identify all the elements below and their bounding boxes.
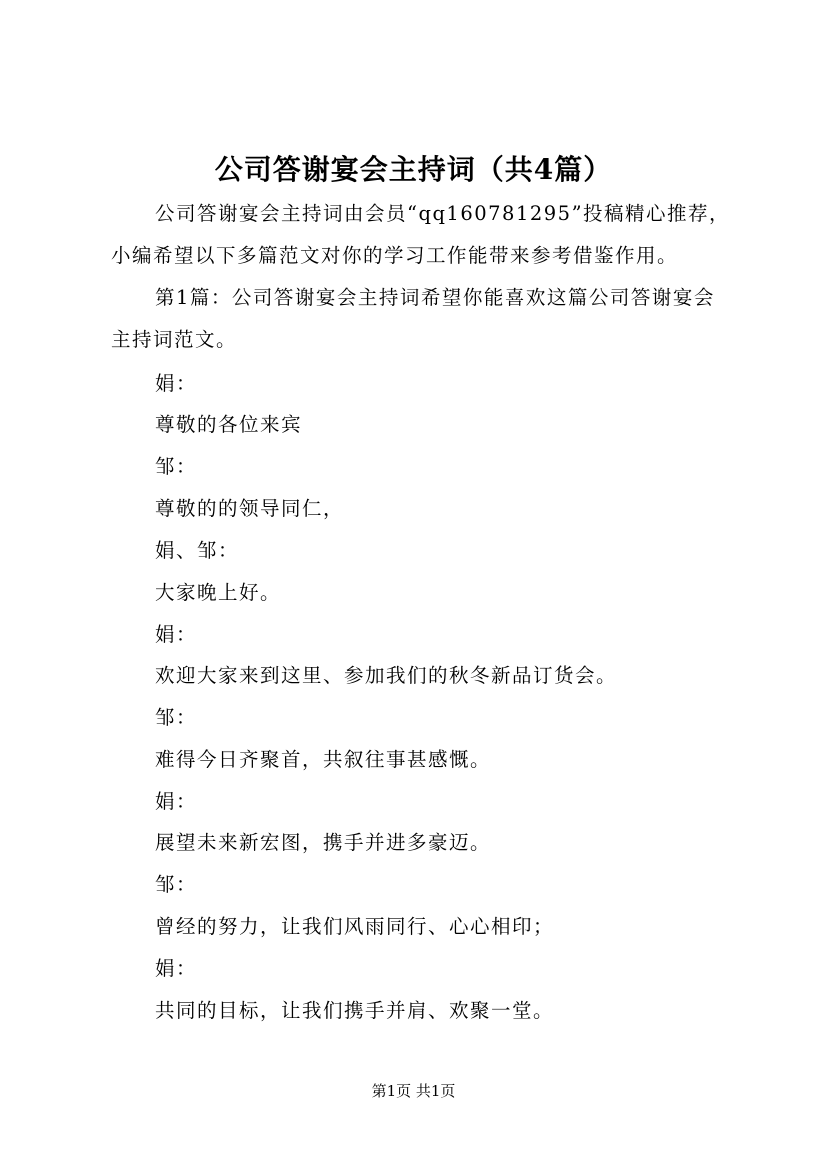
dialogue-line: 欢迎大家来到这里、参加我们的秋冬新品订货会。 [155,664,618,687]
dialogue-line: 娟、邹： [155,539,240,562]
intro-paragraph: 公司答谢宴会主持词由会员“qq160781295”投稿精心推荐，小编希望以下多篇范文对你的学习工作能带来参考借鉴作用。 [111,202,731,267]
dialogue-line: 邹： [155,873,198,896]
dialogue-line: 曾经的努力，让我们风雨同行、心心相印； [155,915,555,938]
dialogue-line: 共同的目标，让我们携手并肩、欢聚一堂。 [155,999,555,1022]
dialogue-line: 尊敬的的领导同仁， [155,497,345,520]
dialogue-line: 难得今日齐聚首，共叙往事甚感慨。 [155,748,492,771]
dialogue-line: 展望未来新宏图，携手并进多豪迈。 [155,831,492,854]
dialogue-line: 大家晚上好。 [155,581,282,604]
chapter-1-intro-paragraph: 第1篇：公司答谢宴会主持词希望你能喜欢这篇公司答谢宴会主持词范文。 [111,286,715,351]
dialogue-line: 尊敬的各位来宾 [155,413,303,436]
dialogue-line: 娟： [155,790,198,813]
dialogue-line: 娟： [155,372,198,395]
dialogue-line: 邹： [155,455,198,478]
dialogue-line: 娟： [155,623,198,646]
document-title: 公司答谢宴会主持词（共4篇） [214,153,613,186]
dialogue-line: 邹： [155,706,198,729]
page-footer: 第1页 共1页 [371,1082,456,1100]
dialogue-line: 娟： [155,957,198,980]
